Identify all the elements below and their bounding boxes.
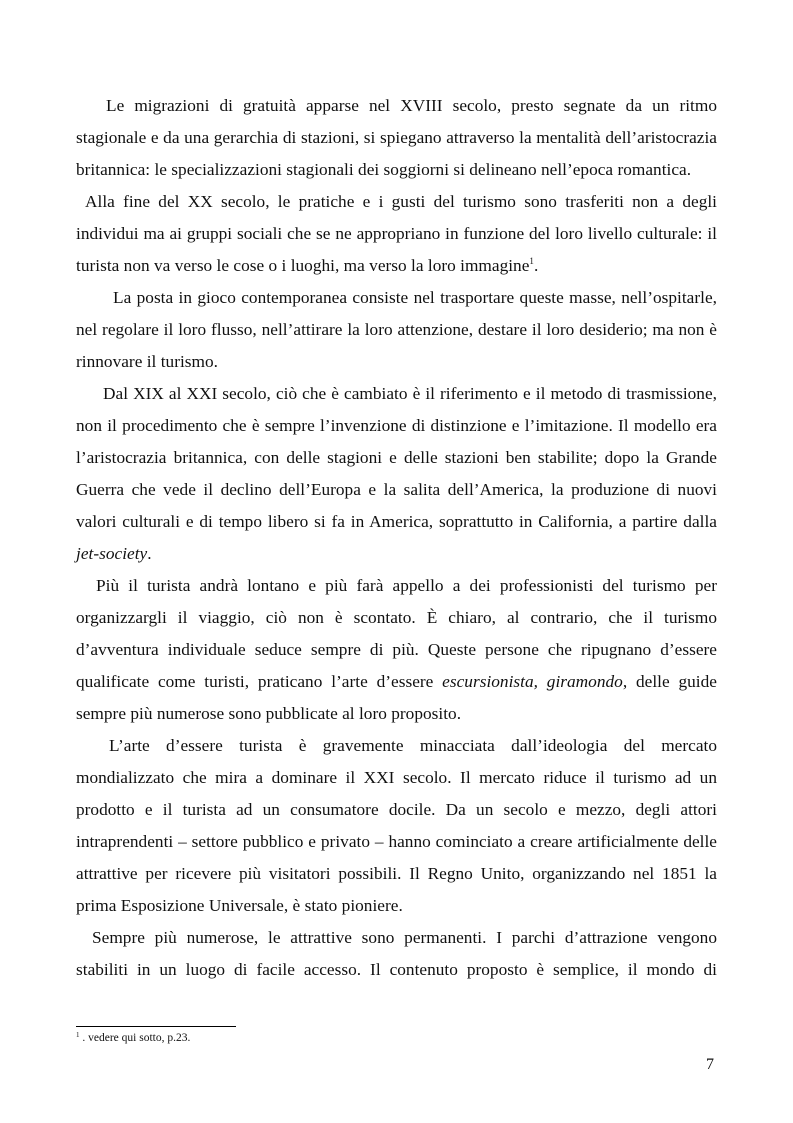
paragraph-text: Le migrazioni di gratuità apparse nel XVIII secolo, presto segnate da un ritmo stagionale e da una gerarchia di stazioni, si spiegano attraverso la mentalità dell’aristocrazia britannica: le specializzazioni stagionali dei soggiorni si delineano nell’epoca romantica. bbox=[76, 96, 717, 179]
paragraph-text: L’arte d’essere turista è gravemente minacciata dall’ideologia del mercato mondializzato che mira a dominare il XXI secolo. Il mercato riduce il turismo ad un prodotto e il turista ad un consumatore docile. Da un secolo e mezzo, degli attori intraprendenti – settore pubblico e privato – hanno cominciato a creare artificialmente delle attrattive per ricevere più visitatori possibili. Il Regno Unito, organizzando nel 1851 la prima Esposizione Universale, è stato pioniere. bbox=[76, 736, 717, 915]
italic-term: escursionista, giramondo bbox=[442, 672, 623, 691]
footnote bbox=[76, 1031, 190, 1045]
footnote-separator bbox=[76, 1026, 236, 1027]
paragraph-text: Alla fine del XX secolo, le pratiche e i gusti del turismo sono trasferiti non a degli individui ma ai gruppi sociali che se ne appropriano in funzione del loro livello culturale: il turista non va verso le cose o i luoghi, ma verso la loro immagine bbox=[76, 192, 717, 275]
footnote-reference: 1 bbox=[529, 256, 534, 266]
paragraph bbox=[76, 730, 717, 922]
paragraph bbox=[76, 570, 717, 730]
paragraph bbox=[76, 186, 717, 282]
paragraph-text: Sempre più numerose, le attrattive sono permanenti. I parchi d’attrazione vengono stabiliti in un luogo di facile accesso. Il contenuto proposto è semplice, il mondo di bbox=[76, 928, 717, 979]
footnote-marker: 1 bbox=[76, 1031, 80, 1039]
paragraph bbox=[76, 922, 717, 986]
paragraph-text-tail: , delle guide sempre più numerose sono pubblicate al loro proposito. bbox=[76, 672, 717, 723]
paragraph-text: Più il turista andrà lontano e più farà appello a dei professionisti del turismo per organizzargli il viaggio, ciò non è scontato. È chiaro, al contrario, che il turismo d’avventura individuale seduce sempre di più. Queste persone che ripugnano d’essere qualificate come turisti, praticano l’arte d’essere bbox=[76, 576, 717, 691]
paragraph bbox=[76, 378, 717, 570]
paragraph-text: La posta in gioco contemporanea consiste nel trasportare queste masse, nell’ospitarle, nel regolare il loro flusso, nell’attirare la loro attenzione, destare il loro desiderio; ma non è rinnovare il turismo. bbox=[76, 288, 717, 371]
footnote-text: . vedere qui sotto, p.23. bbox=[79, 1032, 191, 1044]
body-text bbox=[76, 90, 717, 986]
paragraph-text: Dal XIX al XXI secolo, ciò che è cambiato è il riferimento e il metodo di trasmissione, non il procedimento che è sempre l’invenzione di distinzione e l’imitazione. Il modello era l’aristocrazia britannica, con delle stagioni e delle stazioni ben stabilite; dopo la Grande Guerra che vede il declino dell’Europa e la salita dell’America, la produzione di nuovi valori culturali e di tempo libero si fa in America, soprattutto in California, a partire dalla bbox=[76, 384, 717, 531]
paragraph-text-tail: . bbox=[533, 256, 539, 275]
page-number: 7 bbox=[706, 1056, 714, 1073]
paragraph bbox=[76, 282, 717, 378]
italic-term: jet-society bbox=[76, 544, 148, 563]
paragraph-text-tail: . bbox=[147, 544, 152, 563]
paragraph bbox=[76, 90, 717, 186]
